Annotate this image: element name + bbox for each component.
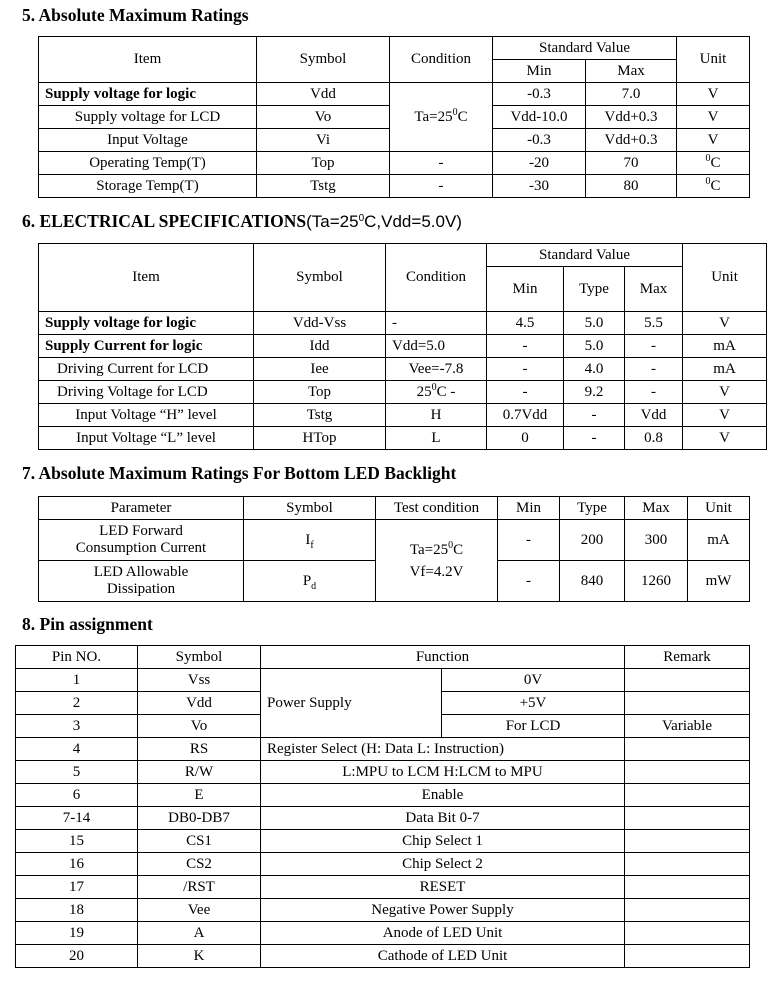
header-unit: Unit — [677, 37, 750, 83]
max: 300 — [625, 520, 688, 561]
min: -20 — [493, 152, 586, 175]
header-test-condition: Test condition — [376, 497, 498, 520]
symbol: Vo — [138, 715, 261, 738]
pin: 15 — [16, 830, 138, 853]
max: 0.8 — [625, 427, 683, 450]
symbol: Vee — [138, 899, 261, 922]
condition: Vdd=5.0 — [386, 335, 487, 358]
symbol: $I_f$ — [244, 520, 376, 561]
symbol: RS — [138, 738, 261, 761]
function: Chip Select 2 — [261, 853, 625, 876]
item: Driving Current for LCD — [39, 358, 254, 381]
symbol: Vdd — [257, 83, 390, 106]
unit: V — [683, 427, 767, 450]
table-row — [39, 175, 750, 198]
symbol: R/W — [138, 761, 261, 784]
symbol: K — [138, 945, 261, 968]
remark — [625, 784, 750, 807]
header-remark: Remark — [625, 646, 750, 669]
pin: 5 — [16, 761, 138, 784]
table-row — [16, 853, 750, 876]
pin: 16 — [16, 853, 138, 876]
parameter: LED Allowable Dissipation — [39, 561, 244, 602]
item: Supply Current for logic — [39, 335, 254, 358]
item: Supply voltage for logic — [39, 312, 254, 335]
header-type: Type — [564, 267, 625, 312]
table-row — [39, 381, 767, 404]
symbol: Vss — [138, 669, 261, 692]
section-7-title: 7. Absolute Maximum Ratings For Bottom LED Backlight — [22, 463, 457, 483]
symbol: Vdd-Vss — [254, 312, 386, 335]
test-condition: $Ta=25^0C$ Vf=4.2V — [376, 520, 498, 602]
remark — [625, 945, 750, 968]
unit: V — [677, 106, 750, 129]
table-row — [39, 335, 767, 358]
min: -0.3 — [493, 129, 586, 152]
header-symbol: Symbol — [254, 244, 386, 312]
min: 0 — [487, 427, 564, 450]
condition: L — [386, 427, 487, 450]
table-row — [16, 876, 750, 899]
header-min: Min — [487, 267, 564, 312]
section-8-title: 8. Pin assignment — [22, 614, 153, 634]
remark — [625, 853, 750, 876]
max: 70 — [586, 152, 677, 175]
header-unit: Unit — [688, 497, 750, 520]
max: Vdd — [625, 404, 683, 427]
header-function: Function — [261, 646, 625, 669]
symbol: E — [138, 784, 261, 807]
unit: V — [683, 404, 767, 427]
table-row — [39, 312, 767, 335]
header-min: Min — [493, 60, 586, 83]
min: - — [487, 358, 564, 381]
unit: V — [683, 312, 767, 335]
item: Supply voltage for logic — [39, 83, 257, 106]
header-standard-value: Standard Value — [487, 244, 683, 267]
function: Register Select (H: Data L: Instruction) — [261, 738, 625, 761]
led-backlight-table — [38, 496, 750, 602]
section-6-title: 6. ELECTRICAL $SPECIFICATIONS(Ta=25^0C,Vdd=5.0V)$ — [22, 211, 462, 231]
function: For LCD — [442, 715, 625, 738]
symbol: $P_d$ — [244, 561, 376, 602]
condition: $Ta=25^0C$ — [390, 83, 493, 152]
header-symbol: Symbol — [244, 497, 376, 520]
function: Anode of LED Unit — [261, 922, 625, 945]
header-parameter: Parameter — [39, 497, 244, 520]
table-row — [39, 83, 750, 106]
symbol: Top — [257, 152, 390, 175]
unit: mW — [688, 561, 750, 602]
pin: 20 — [16, 945, 138, 968]
type: 5.0 — [564, 335, 625, 358]
remark — [625, 876, 750, 899]
type: 4.0 — [564, 358, 625, 381]
pin: 3 — [16, 715, 138, 738]
item: Operating Temp(T) — [39, 152, 257, 175]
header-symbol: Symbol — [257, 37, 390, 83]
absolute-max-ratings-table — [38, 36, 750, 198]
symbol: Vo — [257, 106, 390, 129]
item: Input Voltage “H” level — [39, 404, 254, 427]
max: Vdd+0.3 — [586, 106, 677, 129]
table-row — [16, 807, 750, 830]
condition: $25^0C$ - — [386, 381, 487, 404]
remark — [625, 669, 750, 692]
pin: 6 — [16, 784, 138, 807]
table-row — [16, 830, 750, 853]
max: 5.5 — [625, 312, 683, 335]
header-condition: Condition — [390, 37, 493, 83]
pin: 7-14 — [16, 807, 138, 830]
table-row — [39, 152, 750, 175]
header-pin-no: Pin NO. — [16, 646, 138, 669]
max: - — [625, 335, 683, 358]
symbol: Vi — [257, 129, 390, 152]
function: RESET — [261, 876, 625, 899]
function: Data Bit 0-7 — [261, 807, 625, 830]
table-row — [16, 945, 750, 968]
table-row — [39, 520, 750, 561]
symbol: /RST — [138, 876, 261, 899]
max: 1260 — [625, 561, 688, 602]
symbol: Tstg — [254, 404, 386, 427]
function: 0V — [442, 669, 625, 692]
symbol: A — [138, 922, 261, 945]
header-max: Max — [625, 267, 683, 312]
symbol: HTop — [254, 427, 386, 450]
table-row — [16, 922, 750, 945]
electrical-specs-table — [38, 243, 767, 450]
condition: H — [386, 404, 487, 427]
pin: 1 — [16, 669, 138, 692]
header-standard-value: Standard Value — [493, 37, 677, 60]
table-row — [16, 784, 750, 807]
pin: 19 — [16, 922, 138, 945]
remark — [625, 807, 750, 830]
header-type: Type — [560, 497, 625, 520]
item: Supply voltage for LCD — [39, 106, 257, 129]
condition: - — [390, 152, 493, 175]
type: - — [564, 404, 625, 427]
item: Driving Voltage for LCD — [39, 381, 254, 404]
pin: 2 — [16, 692, 138, 715]
section-5-title: 5. Absolute Maximum Ratings — [22, 5, 249, 25]
condition: - — [386, 312, 487, 335]
item: Storage Temp(T) — [39, 175, 257, 198]
type: 200 — [560, 520, 625, 561]
header-unit: Unit — [683, 244, 767, 312]
symbol: DB0-DB7 — [138, 807, 261, 830]
unit: $^0$C — [677, 152, 750, 175]
type: 9.2 — [564, 381, 625, 404]
unit: V — [677, 83, 750, 106]
unit: mA — [683, 358, 767, 381]
table-row — [16, 738, 750, 761]
parameter: LED Forward Consumption Current — [39, 520, 244, 561]
table-row — [16, 669, 750, 692]
symbol: Top — [254, 381, 386, 404]
item: Input Voltage “L” level — [39, 427, 254, 450]
unit: mA — [688, 520, 750, 561]
remark — [625, 899, 750, 922]
max: 7.0 — [586, 83, 677, 106]
min: Vdd-10.0 — [493, 106, 586, 129]
table-row — [39, 404, 767, 427]
max: - — [625, 358, 683, 381]
function: Cathode of LED Unit — [261, 945, 625, 968]
max: Vdd+0.3 — [586, 129, 677, 152]
min: - — [498, 561, 560, 602]
type: 840 — [560, 561, 625, 602]
max: 80 — [586, 175, 677, 198]
header-item: Item — [39, 37, 257, 83]
header-max: Max — [625, 497, 688, 520]
min: 0.7Vdd — [487, 404, 564, 427]
condition: - — [390, 175, 493, 198]
condition: Vee=-7.8 — [386, 358, 487, 381]
type: 5.0 — [564, 312, 625, 335]
symbol: Iee — [254, 358, 386, 381]
max: - — [625, 381, 683, 404]
header-min: Min — [498, 497, 560, 520]
min: 4.5 — [487, 312, 564, 335]
item: Input Voltage — [39, 129, 257, 152]
pin: 18 — [16, 899, 138, 922]
function: L:MPU to LCM H:LCM to MPU — [261, 761, 625, 784]
min: - — [498, 520, 560, 561]
table-row — [39, 427, 767, 450]
function: +5V — [442, 692, 625, 715]
pin-assignment-table — [15, 645, 750, 968]
header-item: Item — [39, 244, 254, 312]
min: -30 — [493, 175, 586, 198]
symbol: CS2 — [138, 853, 261, 876]
table-row — [16, 761, 750, 784]
remark — [625, 692, 750, 715]
power-supply-group: Power Supply — [261, 669, 442, 738]
remark — [625, 761, 750, 784]
function: Chip Select 1 — [261, 830, 625, 853]
unit: $^0$C — [677, 175, 750, 198]
remark — [625, 738, 750, 761]
remark — [625, 922, 750, 945]
function: Negative Power Supply — [261, 899, 625, 922]
table-row — [39, 358, 767, 381]
pin: 17 — [16, 876, 138, 899]
symbol: Tstg — [257, 175, 390, 198]
remark — [625, 830, 750, 853]
unit: mA — [683, 335, 767, 358]
type: - — [564, 427, 625, 450]
remark: Variable — [625, 715, 750, 738]
symbol: CS1 — [138, 830, 261, 853]
unit: V — [683, 381, 767, 404]
symbol: Vdd — [138, 692, 261, 715]
unit: V — [677, 129, 750, 152]
min: - — [487, 335, 564, 358]
function: Enable — [261, 784, 625, 807]
table-row — [16, 899, 750, 922]
header-symbol: Symbol — [138, 646, 261, 669]
header-condition: Condition — [386, 244, 487, 312]
symbol: Idd — [254, 335, 386, 358]
pin: 4 — [16, 738, 138, 761]
header-max: Max — [586, 60, 677, 83]
min: -0.3 — [493, 83, 586, 106]
min: - — [487, 381, 564, 404]
